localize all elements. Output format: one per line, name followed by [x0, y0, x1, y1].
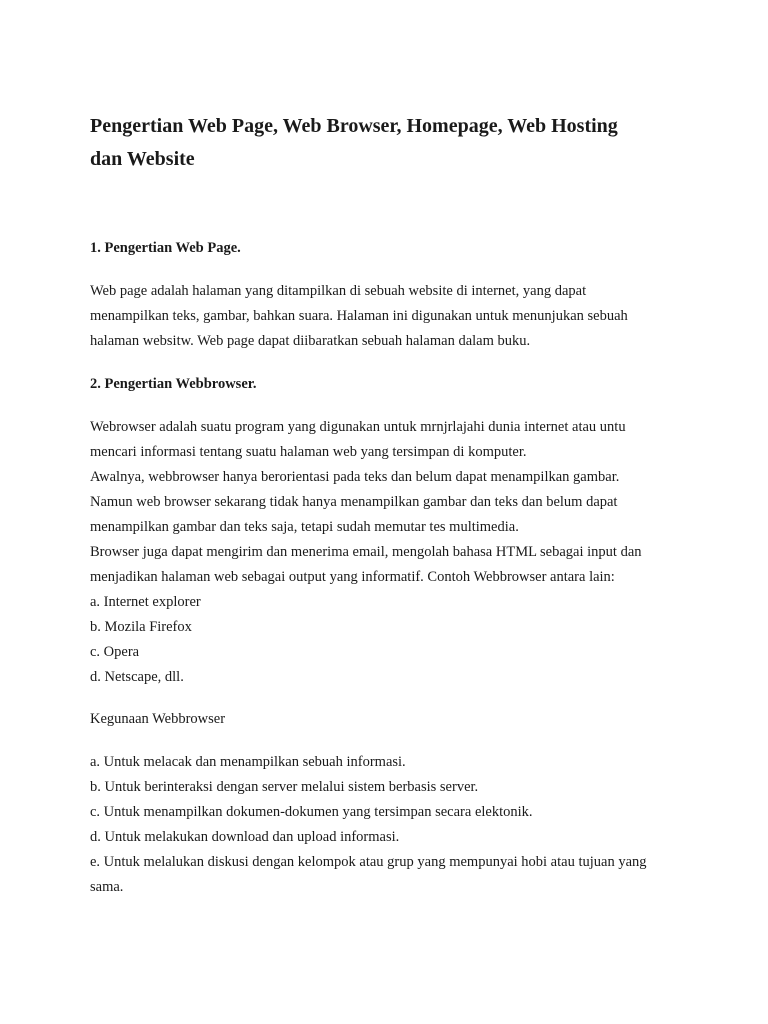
list-item: e. Untuk melalukan diskusi dengan kelompok atau grup yang mempunyai hobi atau tujuan yang [90, 854, 647, 870]
text-line: Kegunaan Webbrowser [90, 711, 226, 727]
list-item: d. Untuk melakukan download dan upload informasi. [90, 829, 400, 845]
section-heading-webbrowser: 2. Pengertian Webbrowser. [90, 376, 257, 392]
list-item: b. Untuk berinteraksi dengan server melalui sistem berbasis server. [90, 779, 479, 795]
paragraph-kegunaan [90, 750, 680, 900]
list-item: sama. [90, 879, 124, 895]
section-heading-web-page: 1. Pengertian Web Page. [90, 240, 241, 256]
text-line: menampilkan teks, gambar, bahkan suara. Halaman ini digunakan untuk menunjukan sebuah [90, 308, 628, 324]
text-line: Webrowser adalah suatu program yang digunakan untuk mrnjrlajahi dunia internet atau untu [90, 419, 626, 435]
document-title [90, 110, 690, 176]
text-line: Awalnya, webbrowser hanya berorientasi pada teks dan belum dapat menampilkan gambar. [90, 469, 620, 485]
text-line: mencari informasi tentang suatu halaman web yang tersimpan di komputer. [90, 444, 527, 460]
list-item: d. Netscape, dll. [90, 669, 184, 685]
text-line: menjadikan halaman web sebagai output yang informatif. Contoh Webbrowser antara lain: [90, 569, 615, 585]
list-item: a. Internet explorer [90, 594, 201, 610]
title-line: Pengertian Web Page, Web Browser, Homepage, Web Hosting [90, 115, 618, 137]
text-line: Namun web browser sekarang tidak hanya menampilkan gambar dan teks dan belum dapat [90, 494, 618, 510]
list-item: b. Mozila Firefox [90, 619, 192, 635]
paragraph-webbrowser [90, 415, 680, 690]
subheading-kegunaan [90, 707, 680, 732]
title-line: dan Website [90, 148, 195, 170]
text-line: Web page adalah halaman yang ditampilkan di sebuah website di internet, yang dapat [90, 283, 587, 299]
paragraph-web-page [90, 279, 680, 354]
list-item: a. Untuk melacak dan menampilkan sebuah informasi. [90, 754, 406, 770]
list-item: c. Opera [90, 644, 140, 660]
list-item: c. Untuk menampilkan dokumen-dokumen yang tersimpan secara elektonik. [90, 804, 533, 820]
text-line: Browser juga dapat mengirim dan menerima email, mengolah bahasa HTML sebagai input dan [90, 544, 642, 560]
text-line: menampilkan gambar dan teks saja, tetapi sudah memutar tes multimedia. [90, 519, 519, 535]
text-line: halaman websitw. Web page dapat diibaratkan sebuah halaman dalam buku. [90, 333, 531, 349]
